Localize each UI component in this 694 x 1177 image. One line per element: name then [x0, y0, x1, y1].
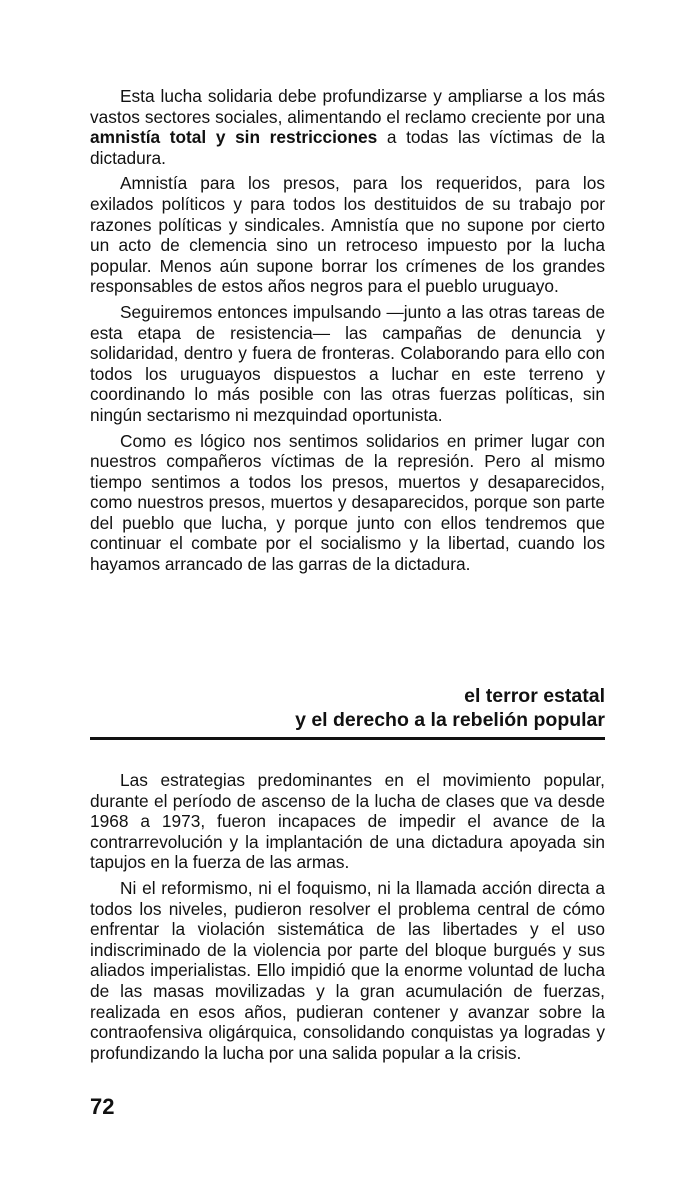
section-heading [90, 684, 605, 732]
heading-line-2: y el derecho a la rebelión popular [295, 709, 605, 731]
paragraph-text: a todas las víctimas de la dictadura. [90, 127, 605, 168]
heading-line-1: el terror estatal [464, 685, 605, 707]
paragraph-reformism: Ni el reformismo, ni el foquismo, ni la llamada acción directa a todos los niveles, pudieron resolver el problema central de cómo enfrentar la violación sistemática de las libertades y el uso indiscriminado de la violencia por parte del bloque burgués y sus aliados imperialistas. Ello impidió que la enorme voluntad de lucha de las masas movilizadas y la gran acumulación de fuerzas, realizada en esos años, pudieran contener y avanzar sobre la contraofensiva oligárquica, consolidando conquistas ya logradas y profundizando la lucha por una salida popular a la crisis. [90, 877, 605, 1063]
paragraph-strategies: Las estrategias predominantes en el movimiento popular, durante el período de ascenso de la lucha de clases que va desde 1968 a 1973, fueron incapaces de impedir el avance de la contrarrevolución y la implantación de una dictadura apoyada sin tapujos en la fuerza de las armas. [90, 770, 605, 873]
paragraph-text: Esta lucha solidaria debe profundizarse y ampliarse a los más vastos sectores sociales, alimentando el reclamo creciente por una [90, 86, 605, 127]
paragraph-amnesty-solidarity [90, 86, 605, 168]
section-amnesty [90, 86, 605, 575]
heading-divider [90, 737, 605, 740]
section-state-terror [90, 770, 605, 1063]
paragraph-solidarity-victims: Como es lógico nos sentimos solidarios en primer lugar con nuestros compañeros víctimas de la represión. Pero al mismo tiempo sentimos a todos los presos, muertos y desaparecidos, como nuestros presos, muertos y desaparecidos, porque son parte del pueblo que lucha, y porque junto con ellos tendremos que continuar el combate por el socialismo y la libertad, cuando los hayamos arrancado de las garras de la dictadura. [90, 430, 605, 575]
paragraph-campaigns: Seguiremos entonces impulsando —junto a las otras tareas de esta etapa de resistencia— las campañas de denuncia y solidaridad, dentro y fuera de fronteras. Colaborando para ello con todos los uruguayos dispuestos a luchar en este terreno y coordinando lo más posible con las otras fuerzas políticas, sin ningún sectarismo ni mezquindad oportunista. [90, 301, 605, 425]
page-number: 72 [90, 1094, 115, 1119]
emphasis-amnesty: amnistía total y sin restricciones [90, 127, 378, 148]
paragraph-amnesty-scope: Amnistía para los presos, para los requeridos, para los exilados políticos y para todos los destituidos de su trabajo por razones políticas y sindicales. Amnistía que no supone por cierto un acto de clemencia sino un retroceso impuesto por la lucha popular. Menos aún supone borrar los crímenes de los grandes responsables de estos años negros para el pueblo uruguayo. [90, 173, 605, 297]
